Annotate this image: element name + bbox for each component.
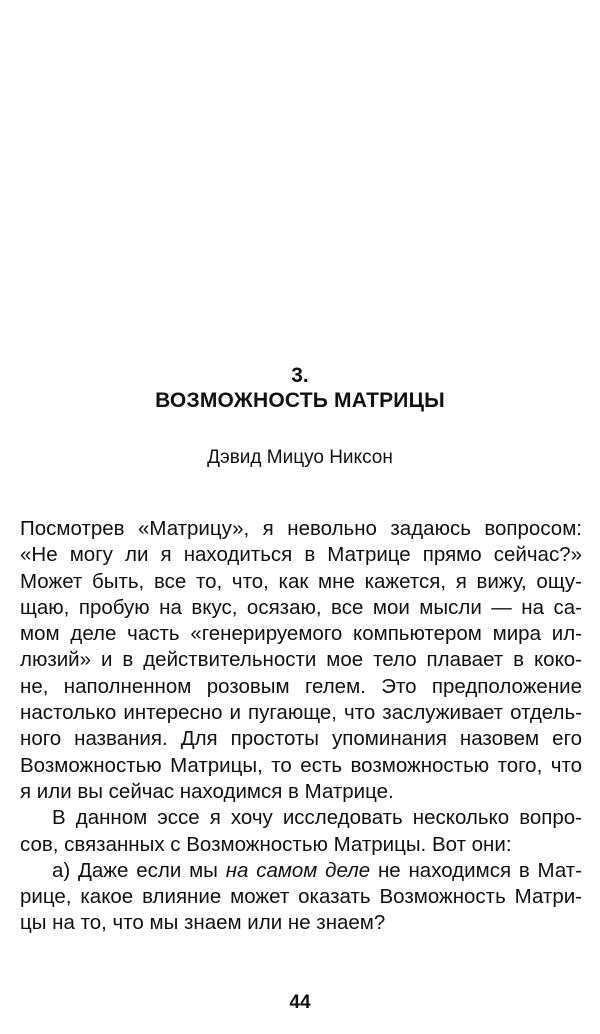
chapter-author: Дэвид Мицуо Никсон	[207, 447, 393, 468]
text-line: Может быть, все то, что, как мне кажется, я вижу, ощу-	[20, 569, 582, 593]
text-line: цы на то, что мы знаем или не знаем?	[20, 911, 386, 935]
text-line: люзий» и в действительности мое тело плавает в коко-	[20, 648, 582, 672]
text-line: В данном эссе я хочу исследовать несколько вопро-	[52, 806, 582, 830]
text-line: мом деле часть «генерируемого компьютером мира ил-	[20, 622, 582, 646]
list-item-a-prefix: а) Даже если мы	[52, 858, 226, 882]
text-line: не, наполненном розовым гелем. Это предположение	[20, 674, 582, 698]
text-line: рице, какое влияние может оказать Возможность Матри-	[20, 885, 582, 909]
body-text	[20, 516, 582, 937]
text-line: настолько интересно и пугающе, что заслуживает отдель-	[20, 701, 582, 725]
text-line: «Не могу ли я находиться в Матрице прямо сейчас?»	[20, 543, 582, 567]
text-line: Возможностью Матрицы, то есть возможностью того, что	[20, 753, 582, 777]
text-line: ного названия. Для простоты упоминания назовем его	[20, 727, 582, 751]
list-item-a-line	[20, 858, 582, 884]
chapter-number: 3.	[291, 364, 309, 387]
text-line: я или вы сейчас находимся в Матрице.	[20, 779, 394, 803]
page-number: 44	[289, 992, 311, 1013]
emphasis-text: на самом деле	[225, 858, 371, 882]
text-line: Посмотрев «Матрицу», я невольно задаюсь вопросом:	[20, 517, 582, 540]
text-line: щаю, пробую на вкус, осязаю, все мои мысли — на са-	[20, 595, 582, 619]
list-item-a-suffix: не находимся в Мат-	[370, 858, 582, 882]
text-line: сов, связанных с Возможностью Матрицы. Вот они:	[20, 832, 512, 856]
chapter-title: ВОЗМОЖНОСТЬ МАТРИЦЫ	[155, 389, 445, 412]
